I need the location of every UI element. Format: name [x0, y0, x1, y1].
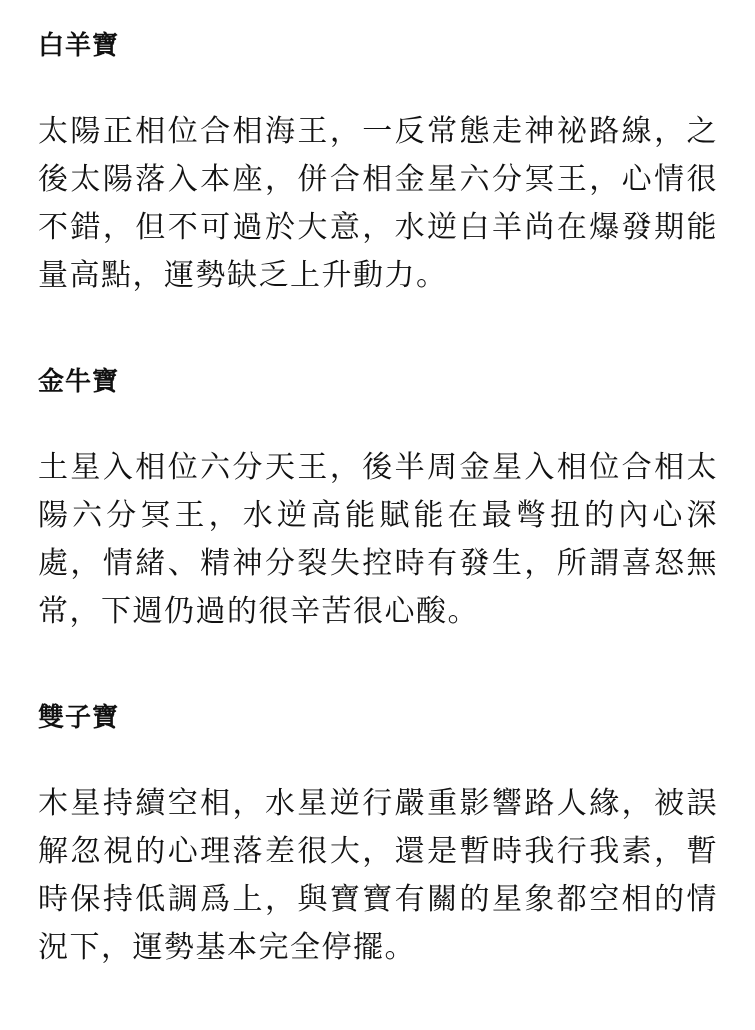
section-title: 金牛寶	[38, 367, 120, 397]
section-taurus	[38, 358, 718, 636]
section-body: 土星入相位六分天王，後半周金星入相位合相太陽六分冥王，水逆高能賦能在最彆扭的內心深處，情緒、精神分裂失控時有發生，所謂喜怒無常，下週仍過的很辛苦很心酸。	[38, 450, 718, 629]
section-body: 木星持續空相，水星逆行嚴重影響路人緣，被誤解忽視的心理落差很大，還是暫時我行我素，暫時保持低調爲上，與寶寶有關的星象都空相的情況下，運勢基本完全停擺。	[38, 786, 718, 965]
horoscope-article	[38, 22, 718, 1030]
section-title: 雙子寶	[38, 703, 120, 733]
section-title: 白羊寶	[38, 31, 120, 61]
section-aries	[38, 22, 718, 300]
section-body: 太陽正相位合相海王，一反常態走神祕路線，之後太陽落入本座，併合相金星六分冥王，心情很不錯，但不可過於大意，水逆白羊尚在爆發期能量高點，運勢缺乏上升動力。	[38, 114, 718, 293]
section-gemini	[38, 694, 718, 972]
